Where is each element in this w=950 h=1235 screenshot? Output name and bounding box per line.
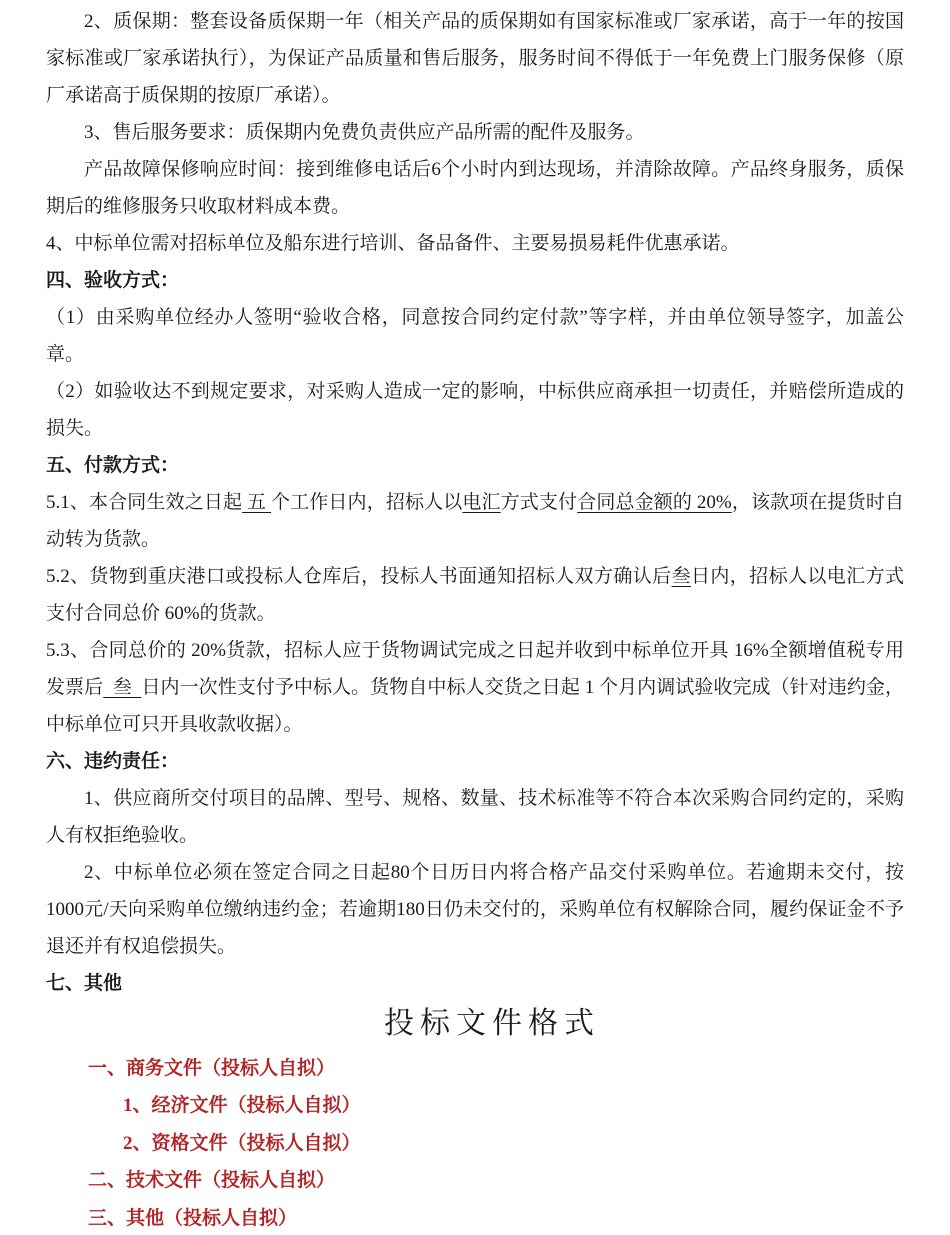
- red-list-item: [46, 1125, 904, 1162]
- paragraph: [46, 151, 904, 225]
- red-list-item: [46, 1050, 904, 1087]
- text-run: 五、付款方式：: [46, 455, 180, 476]
- paragraph: [46, 299, 904, 373]
- paragraph: [46, 373, 904, 447]
- underlined-text-run: 电汇: [462, 492, 501, 513]
- text-run: ，该款项在提货时自动转为货款。: [46, 492, 904, 550]
- underlined-text-run: 合同总金额的 20%: [577, 492, 732, 513]
- red-list-item: [46, 1162, 904, 1199]
- text-run: 产品故障保修响应时间：接到维修电话后6个小时内到达现场，并清除故障。产品终身服务，质保期后的维修服务只收取材料成本费。: [46, 159, 904, 217]
- text-run: 3、售后服务要求：质保期内免费负责供应产品所需的配件及服务。: [84, 122, 645, 143]
- text-run: 5.3、合同总价的 20%货款，招标人应于货物调试完成之日起并收到中标单位开具 16%全额增值税专用发票后: [46, 640, 904, 698]
- text-run: 个工作日内，招标人以: [271, 492, 463, 513]
- text-run: 2、资格文件（投标人自拟）: [123, 1132, 361, 1154]
- red-list-item: [46, 1087, 904, 1124]
- text-run: 二、技术文件（投标人自拟）: [88, 1170, 336, 1192]
- paragraph: [46, 780, 904, 854]
- text-run: 日内一次性支付予中标人。货物自中标人交货之日起 1 个月内调试验收完成（针对违约金，中标单位可只开具收款收据）。: [46, 677, 904, 735]
- paragraph: [46, 225, 904, 262]
- section-heading: [46, 965, 904, 1002]
- paragraph: [46, 114, 904, 151]
- text-run: 4、中标单位需对招标单位及船东进行培训、备品备件、主要易损易耗件优惠承诺。: [46, 233, 740, 254]
- text-run: 5.1、本合同生效之日起: [46, 492, 243, 513]
- text-run: （1）由采购单位经办人签明“验收合格，同意按合同约定付款”等字样，并由单位领导签字，加盖公章。: [46, 307, 904, 365]
- text-run: 七、其他: [46, 973, 123, 994]
- underlined-text-run: 叁: [671, 566, 691, 587]
- paragraph: [46, 854, 904, 965]
- paragraph: [46, 3, 904, 114]
- paragraph: [46, 632, 904, 743]
- underlined-text-run: 五: [242, 492, 272, 513]
- text-run: 1、经济文件（投标人自拟）: [123, 1095, 361, 1117]
- text-run: 方式支付: [500, 492, 578, 513]
- paragraph: [46, 484, 904, 558]
- text-run: 投标文件格式: [384, 1007, 600, 1040]
- doc-title: [46, 1002, 904, 1046]
- section-heading: [46, 447, 904, 484]
- text-run: 六、违约责任：: [46, 751, 180, 772]
- text-run: 日内，招标人以电汇方式支付合同总价 60%的货款。: [46, 566, 904, 624]
- text-run: 一、商务文件（投标人自拟）: [88, 1058, 336, 1079]
- text-run: 三、其他（投标人自拟）: [88, 1207, 298, 1229]
- document-body: [46, 3, 904, 1235]
- section-heading: [46, 743, 904, 780]
- red-list-item: [46, 1200, 904, 1235]
- text-run: 2、质保期：整套设备质保期一年（相关产品的质保期如有国家标准或厂家承诺，高于一年的按国家标准或厂家承诺执行），为保证产品质量和售后服务，服务时间不得低于一年免费上门服务保修（原厂承诺高于质保期的按原厂承诺）。: [46, 11, 904, 106]
- text-run: 四、验收方式：: [46, 270, 180, 291]
- underlined-text-run: 叁: [103, 677, 142, 698]
- section-heading: [46, 262, 904, 299]
- text-run: 2、中标单位必须在签定合同之日起80个日历日内将合格产品交付采购单位。若逾期未交付，按1000元/天向采购单位缴纳违约金；若逾期180日仍未交付的，采购单位有权解除合同，履约保证金不予退还并有权追偿损失。: [46, 862, 904, 957]
- text-run: 1、供应商所交付项目的品牌、型号、规格、数量、技术标准等不符合本次采购合同约定的，采购人有权拒绝验收。: [46, 788, 904, 846]
- text-run: 5.2、货物到重庆港口或投标人仓库后，投标人书面通知招标人双方确认后: [46, 566, 672, 587]
- paragraph: [46, 558, 904, 632]
- text-run: （2）如验收达不到规定要求，对采购人造成一定的影响，中标供应商承担一切责任，并赔偿所造成的损失。: [46, 381, 904, 439]
